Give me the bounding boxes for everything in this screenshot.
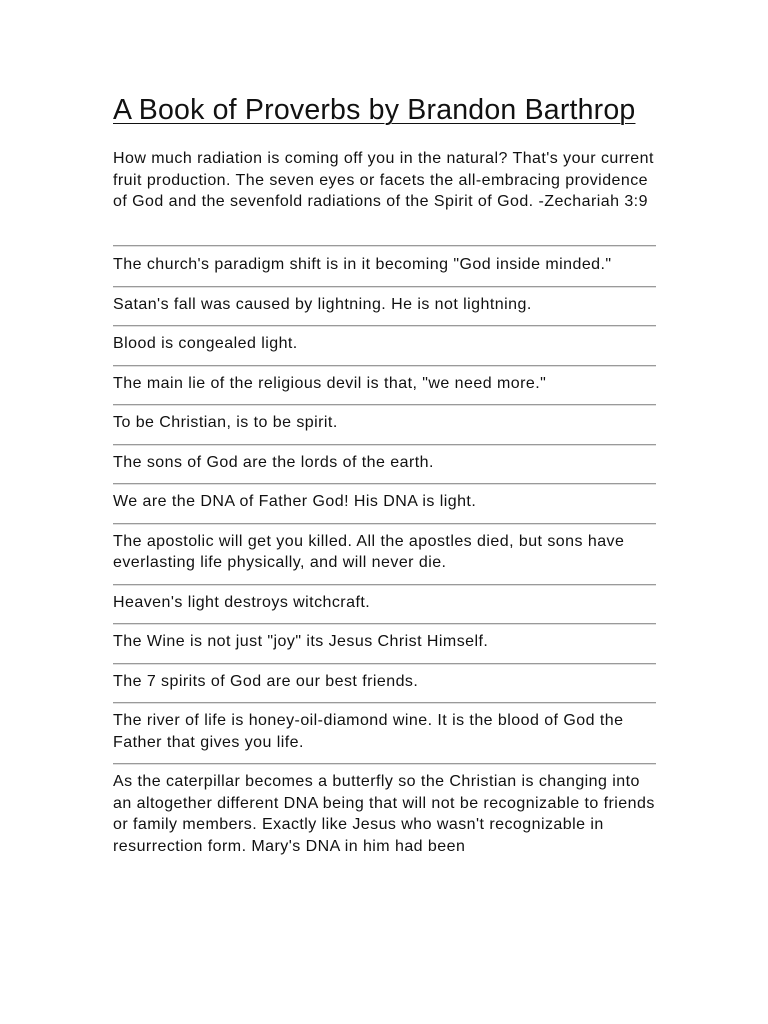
proverb-entry: Satan's fall was caused by lightning. He is not lightning. — [113, 287, 656, 327]
proverb-entry: We are the DNA of Father God! His DNA is light. — [113, 484, 656, 524]
proverb-entry: The sons of God are the lords of the earth. — [113, 445, 656, 485]
proverb-entry: As the caterpillar becomes a butterfly so the Christian is changing into an altogether different DNA being that will not be recognizable to friends or family members. Exactly like Jesus who wasn't recognizable in resurrection form. Mary's DNA in him had been — [113, 773, 655, 855]
proverb-entry: The 7 spirits of God are our best friends. — [113, 664, 656, 704]
proverb-entry: The river of life is honey-oil-diamond wine. It is the blood of God the Father that gives you life. — [113, 703, 656, 764]
proverb-entry: The Wine is not just "joy" its Jesus Christ Himself. — [113, 624, 656, 664]
document-title: A Book of Proverbs by Brandon Barthrop — [113, 94, 636, 126]
proverb-entry: The apostolic will get you killed. All the apostles died, but sons have everlasting life physically, and will never die. — [113, 524, 656, 585]
proverb-entry: The main lie of the religious devil is that, "we need more." — [113, 366, 656, 406]
proverb-entry: Blood is congealed light. — [113, 326, 656, 366]
proverb-list — [113, 247, 656, 867]
proverb-entry: Heaven's light destroys witchcraft. — [113, 585, 656, 625]
proverb-entry: To be Christian, is to be spirit. — [113, 405, 656, 445]
document-page — [113, 92, 656, 867]
intro-paragraph: How much radiation is coming off you in the natural? That's your current fruit production. The seven eyes or facets the all-embracing providence of God and the sevenfold radiations of the Spirit of God. -Zechariah 3:9 — [113, 150, 654, 210]
proverb-entry: The church's paradigm shift is in it becoming "God inside minded." — [113, 247, 656, 287]
